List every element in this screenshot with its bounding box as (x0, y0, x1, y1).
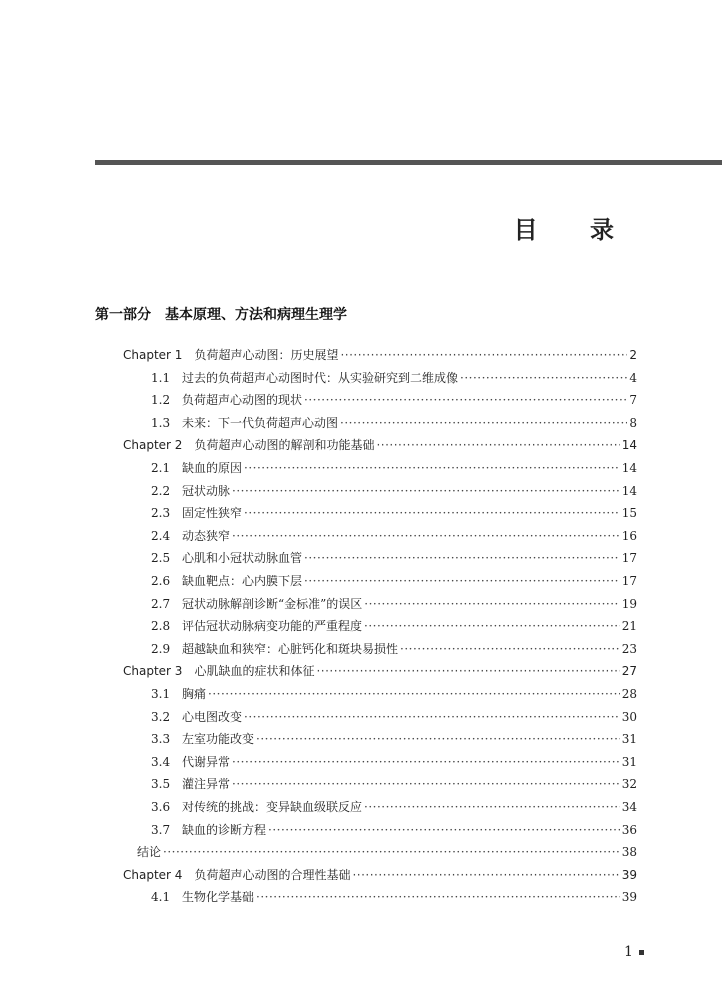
entry-title: 负荷超声心动图的合理性基础 (194, 867, 351, 882)
dot-leader (400, 639, 620, 659)
toc-section-entry[interactable] (151, 887, 637, 907)
dot-leader (304, 571, 620, 591)
entry-number: 3.5 (151, 777, 171, 792)
entry-number: 3.3 (151, 732, 171, 747)
entry-page-number: 15 (621, 506, 637, 521)
entry-number: 2.8 (151, 619, 171, 634)
page-number: 1 (624, 944, 633, 960)
entry-number: 2.5 (151, 551, 171, 566)
entry-number: Chapter 1 (123, 348, 183, 362)
dot-leader (232, 526, 620, 546)
entry-number: 3.1 (151, 687, 171, 701)
toc-chapter-entry[interactable] (123, 661, 637, 681)
entry-title: 缺血的原因 (182, 461, 243, 475)
toc-entry[interactable] (137, 842, 637, 862)
dot-leader (256, 887, 620, 907)
dot-leader (232, 752, 620, 772)
dot-leader (304, 548, 620, 568)
toc-section-entry[interactable] (151, 774, 637, 794)
entry-page-number: 14 (621, 438, 637, 453)
entry-page-number: 4 (629, 370, 637, 385)
toc-section-entry[interactable] (151, 752, 637, 772)
toc-section-entry[interactable] (151, 707, 637, 727)
dot-leader (316, 661, 619, 681)
toc-section-entry[interactable] (151, 548, 637, 568)
entry-number: 2.4 (151, 528, 171, 543)
dot-leader (340, 345, 627, 365)
entry-title: 过去的负荷超声心动图时代：从实验研究到二维成像 (182, 370, 459, 385)
toc-section-entry[interactable] (151, 413, 637, 433)
entry-page-number: 34 (621, 800, 637, 814)
entry-title: 胸痛 (182, 687, 207, 701)
entry-title: 未来：下一代负荷超声心动图 (182, 415, 339, 430)
entry-page-number: 39 (621, 890, 637, 905)
entry-page-number: 8 (629, 415, 637, 430)
entry-number: 3.4 (151, 754, 171, 769)
dot-leader (232, 774, 620, 794)
entry-page-number: 36 (621, 822, 637, 837)
entry-number: 2.7 (151, 596, 171, 611)
entry-page-number: 39 (621, 867, 637, 882)
dot-leader (163, 842, 620, 862)
toc-title: 目 录 (513, 216, 636, 244)
toc-section-entry[interactable] (151, 526, 637, 546)
toc-section-entry[interactable] (151, 594, 637, 614)
entry-title: 固定性狭窄 (182, 506, 243, 521)
entry-title: 负荷超声心动图的现状 (182, 393, 303, 408)
dot-leader (364, 594, 619, 614)
entry-page-number: 17 (621, 574, 637, 588)
entry-page-number: 2 (629, 348, 637, 362)
entry-title: 缺血靶点：心内膜下层 (182, 574, 303, 588)
entry-number: 1.1 (151, 370, 171, 385)
entry-number: Chapter 4 (123, 867, 183, 882)
dot-leader (304, 390, 627, 410)
toc-section-entry[interactable] (151, 571, 637, 591)
entry-title: 结论 (137, 845, 162, 860)
dot-leader (352, 865, 619, 885)
entry-title: 心肌缺血的症状和体征 (194, 664, 315, 679)
toc-chapter-entry[interactable] (123, 865, 637, 885)
toc-section-entry[interactable] (151, 820, 637, 840)
toc-section-entry[interactable] (151, 390, 637, 410)
entry-page-number: 21 (621, 619, 637, 634)
entry-number: 3.7 (151, 822, 171, 837)
entry-title: 动态狭窄 (182, 528, 231, 543)
entry-page-number: 32 (621, 777, 637, 792)
entry-title: 代谢异常 (182, 754, 231, 769)
entry-number: Chapter 2 (123, 438, 183, 453)
entry-number: 1.2 (151, 393, 171, 408)
dot-leader (364, 797, 620, 817)
entry-title: 负荷超声心动图：历史展望 (194, 348, 339, 362)
dot-leader (244, 458, 620, 478)
entry-title: 负荷超声心动图的解剖和功能基础 (194, 438, 375, 453)
entry-title: 心电图改变 (182, 709, 243, 724)
entry-title: 左室功能改变 (182, 732, 255, 747)
dot-leader (208, 684, 620, 704)
entry-page-number: 19 (621, 596, 637, 611)
dot-leader (268, 820, 620, 840)
entry-page-number: 38 (621, 845, 637, 860)
entry-number: 2.6 (151, 574, 171, 588)
entry-number: 2.3 (151, 506, 171, 521)
entry-title: 冠状动脉解剖诊断“金标准”的误区 (182, 596, 363, 611)
toc-section-entry[interactable] (151, 481, 637, 501)
entry-page-number: 30 (621, 709, 637, 724)
toc-chapter-entry[interactable] (123, 435, 637, 455)
dot-leader (232, 481, 620, 501)
entry-page-number: 14 (621, 483, 637, 498)
dot-leader (244, 503, 620, 523)
entry-title: 生物化学基础 (182, 890, 255, 905)
toc-section-entry[interactable] (151, 616, 637, 636)
entry-page-number: 23 (621, 641, 637, 656)
entry-page-number: 14 (621, 461, 637, 475)
toc-section-entry[interactable] (151, 368, 637, 388)
header-rule (95, 160, 722, 165)
dot-leader (460, 368, 627, 388)
entry-page-number: 31 (621, 732, 637, 747)
dot-leader (340, 413, 627, 433)
toc-section-entry[interactable] (151, 797, 637, 817)
entry-number: 4.1 (151, 890, 171, 905)
entry-title: 超越缺血和狭窄：心脏钙化和斑块易损性 (182, 641, 399, 656)
entry-page-number: 7 (629, 393, 637, 408)
dot-leader (256, 729, 620, 749)
entry-title: 冠状动脉 (182, 483, 231, 498)
entry-number: 2.2 (151, 483, 171, 498)
toc-section-entry[interactable] (151, 639, 637, 659)
entry-page-number: 31 (621, 754, 637, 769)
entry-page-number: 16 (621, 528, 637, 543)
entry-number: 1.3 (151, 415, 171, 430)
entry-title: 心肌和小冠状动脉血管 (182, 551, 303, 566)
toc-section-entry[interactable] (151, 503, 637, 523)
dot-leader (376, 435, 619, 455)
entry-page-number: 17 (621, 551, 637, 566)
entry-title: 缺血的诊断方程 (182, 822, 267, 837)
page-folio (624, 944, 644, 960)
toc-section-entry[interactable] (151, 684, 637, 704)
entry-number: 2.1 (151, 461, 171, 475)
entry-title: 对传统的挑战：变异缺血级联反应 (182, 800, 363, 814)
entry-number: 3.6 (151, 800, 171, 814)
toc-chapter-entry[interactable] (123, 345, 637, 365)
entry-number: 2.9 (151, 641, 171, 656)
entry-title: 灌注异常 (182, 777, 231, 792)
toc-section-entry[interactable] (151, 458, 637, 478)
entry-title: 评估冠状动脉病变功能的严重程度 (182, 619, 363, 634)
dot-leader (244, 707, 620, 727)
entry-page-number: 28 (621, 687, 637, 701)
part-title: 第一部分 基本原理、方法和病理生理学 (95, 307, 347, 323)
entry-number: Chapter 3 (123, 664, 183, 679)
entry-page-number: 27 (621, 664, 637, 679)
dot-leader (364, 616, 620, 636)
entry-number: 3.2 (151, 709, 171, 724)
square-icon (639, 950, 644, 955)
toc-section-entry[interactable] (151, 729, 637, 749)
